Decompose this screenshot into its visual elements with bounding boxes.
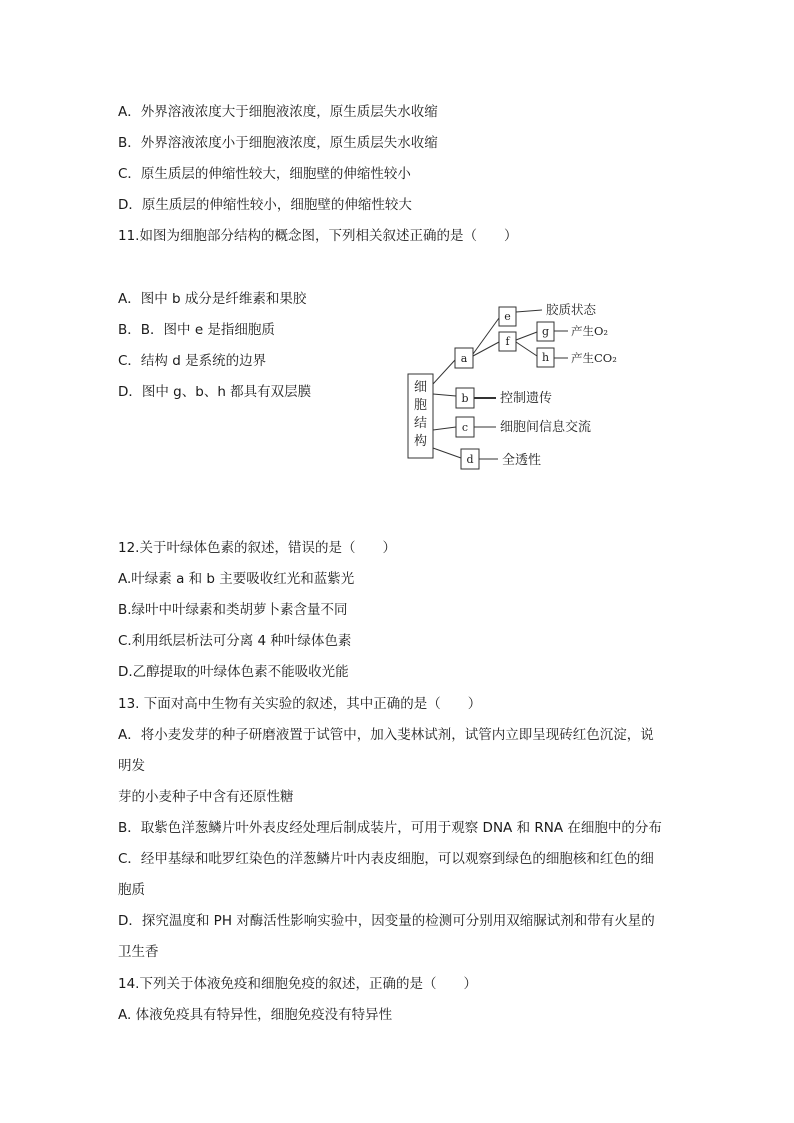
node-f-label: f	[505, 335, 510, 348]
label-e-colloidal-state: 胶质状态	[546, 302, 597, 317]
node-d-label: d	[466, 453, 474, 466]
q11-option-c: C．结构 d 是系统的边界	[118, 353, 267, 369]
q13-option-a-line-2: 明发	[118, 758, 145, 774]
label-d-fully-permeable: 全透性	[502, 453, 542, 468]
root-char-1: 细	[414, 380, 428, 395]
connector-f-h	[516, 342, 537, 356]
root-char-3: 结	[414, 416, 428, 431]
connector-root-c	[433, 427, 456, 430]
node-e-label: e	[504, 310, 511, 323]
q11-option-a: A．图中 b 成分是纤维素和果胶	[118, 291, 307, 307]
connector-root-b	[433, 394, 456, 396]
q11-option-b: B．B．图中 e 是指细胞质	[118, 322, 275, 338]
label-g-produce-o2: 产生O₂	[571, 324, 609, 338]
q10-option-d: D．原生质层的伸缩性较小，细胞壁的伸缩性较大	[118, 197, 412, 213]
q13-option-b: B．取紫色洋葱鳞片叶外表皮经处理后制成装片，可用于观察 DNA 和 RNA 在细胞中的分布	[118, 820, 662, 836]
q13-option-a-line-3: 芽的小麦种子中含有还原性糖	[118, 789, 294, 805]
q12-option-c: C.利用纸层析法可分离 4 种叶绿体色素	[118, 633, 352, 649]
connector-f-g	[516, 332, 537, 340]
q13-stem: 13. 下面对高中生物有关实验的叙述，其中正确的是（ ）	[118, 696, 482, 712]
node-c-label: c	[461, 421, 469, 434]
node-b-label: b	[461, 392, 469, 405]
q12-option-d: D.乙醇提取的叶绿体色素不能吸收光能	[118, 664, 349, 680]
q13-option-a-line-1: A．将小麦发芽的种子研磨液置于试管中，加入斐林试剂，试管内立即呈现砖红色沉淀，说	[118, 727, 654, 743]
label-c-cell-communication: 细胞间信息交流	[500, 420, 592, 435]
leader-e	[516, 310, 542, 312]
node-a-label: a	[460, 352, 468, 365]
q10-option-c: C．原生质层的伸缩性较大，细胞壁的伸缩性较小	[118, 166, 411, 182]
q11-option-d: D．图中 g、b、h 都具有双层膜	[118, 384, 312, 400]
connector-root-d	[433, 448, 461, 458]
q12-option-b: B.绿叶中叶绿素和类胡萝卜素含量不同	[118, 602, 348, 618]
node-g-label: g	[541, 325, 550, 338]
root-char-2: 胞	[414, 398, 428, 413]
q12-option-a: A.叶绿素 a 和 b 主要吸收红光和蓝紫光	[118, 571, 355, 587]
node-h-label: h	[541, 351, 550, 364]
cell-structure-concept-diagram	[400, 298, 640, 476]
connector-root-a	[433, 360, 455, 384]
q13-option-d-line-1: D．探究温度和 PH 对酶活性影响实验中，因变量的检测可分别用双缩脲试剂和带有火星的	[118, 913, 655, 929]
q13-option-c-line-1: C．经甲基绿和吡罗红染色的洋葱鳞片叶内表皮细胞，可以观察到绿色的细胞核和红色的细	[118, 851, 654, 867]
q13-option-c-line-2: 胞质	[118, 882, 145, 898]
q11-stem: 11.如图为细胞部分结构的概念图，下列相关叙述正确的是（ ）	[118, 228, 518, 244]
q10-option-a: A．外界溶液浓度大于细胞液浓度，原生质层失水收缩	[118, 104, 438, 120]
q13-option-d-line-2: 卫生香	[118, 944, 159, 960]
q10-option-b: B．外界溶液浓度小于细胞液浓度，原生质层失水收缩	[118, 135, 438, 151]
label-b-control-heredity: 控制遗传	[500, 391, 553, 406]
q14-stem: 14.下列关于体液免疫和细胞免疫的叙述，正确的是（ ）	[118, 976, 477, 992]
q14-option-a: A. 体液免疫具有特异性，细胞免疫没有特异性	[118, 1007, 393, 1023]
q12-stem: 12.关于叶绿体色素的叙述，错误的是（ ）	[118, 540, 396, 556]
root-char-4: 构	[414, 434, 428, 449]
label-h-produce-co2: 产生CO₂	[571, 351, 617, 365]
